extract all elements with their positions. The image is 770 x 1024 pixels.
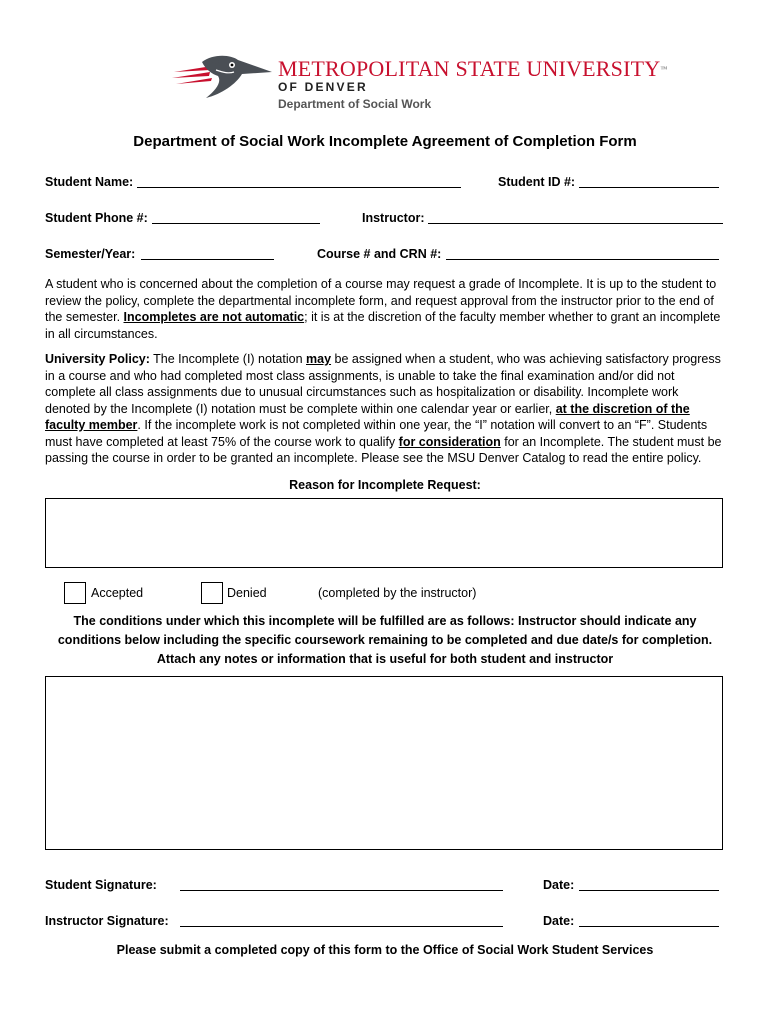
not-automatic-emphasis: Incompletes are not automatic	[123, 310, 305, 324]
instructor-signature-field[interactable]	[180, 926, 503, 927]
reason-heading: Reason for Incomplete Request:	[289, 478, 481, 492]
accepted-label: Accepted	[91, 586, 144, 600]
student-date-label: Date:	[543, 878, 575, 892]
form-title: Department of Social Work Incomplete Agreement of Completion Form	[133, 133, 637, 150]
instructor-date-field[interactable]	[579, 926, 719, 927]
reason-textbox[interactable]	[45, 498, 723, 568]
intro-paragraph: A student who is concerned about the completion of a course may request a grade of Incomplete. It is up to the student to review the policy, complete the departmental incomplete form, and request approval from the instructor prior to the end of the semester. Incompletes are not automatic; it is at the discretion of the faculty member whether to grant an incomplete in all circumstances.	[45, 277, 721, 341]
discretion-emphasis: at the discretion of the faculty member	[45, 401, 690, 432]
student-date-field[interactable]	[579, 890, 719, 891]
conditions-line-2: conditions below including the specific coursework remaining to be completed and due date/s for completion.	[57, 633, 713, 647]
course-crn-label: Course # and CRN #:	[317, 247, 442, 261]
instructor-date-label: Date:	[543, 914, 575, 928]
conditions-line-3: Attach any notes or information that is useful for both student and instructor	[156, 652, 614, 666]
instructor-field[interactable]	[428, 223, 723, 224]
instructor-note: (completed by the instructor)	[318, 586, 477, 600]
student-signature-label: Student Signature:	[45, 878, 157, 892]
conditions-textbox[interactable]	[45, 676, 723, 850]
university-location: OF DENVER	[278, 80, 368, 94]
student-phone-field[interactable]	[152, 223, 320, 224]
instructor-signature-label: Instructor Signature:	[45, 914, 169, 928]
semester-year-label: Semester/Year:	[45, 247, 136, 261]
course-crn-field[interactable]	[446, 259, 719, 260]
conditions-line-1: The conditions under which this incomplete will be fulfilled are as follows: Instructor should indicate any	[73, 614, 697, 628]
student-name-label: Student Name:	[45, 175, 134, 189]
accepted-checkbox[interactable]	[64, 582, 86, 604]
student-signature-field[interactable]	[180, 890, 503, 891]
student-id-field[interactable]	[579, 187, 719, 188]
roadrunner-logo-icon	[172, 50, 276, 104]
student-name-field[interactable]	[137, 187, 461, 188]
policy-label: University Policy:	[45, 352, 150, 366]
denied-label: Denied	[227, 586, 267, 600]
university-name: METROPOLITAN STATE UNIVERSITY™	[278, 56, 668, 81]
instructor-label: Instructor:	[362, 211, 425, 225]
student-id-label: Student ID #:	[498, 175, 576, 189]
policy-paragraph: University Policy: The Incomplete (I) notation may be assigned when a student, who was achieving satisfactory progress in a course and who had completed most class assignments, is unable to take the final examination and/or did not complete all class assignments due to unusual circumstances such as hospitalization or disability. Incomplete work denoted by the Incomplete (I) notation must be complete within one calendar year or earlier, at the discretion of the faculty member. If the incomplete work is not completed within one year, the “I” notation will convert to an “F”. Students must have completed at least 75% of the course work to qualify for consideration for an Incomplete. The student must be passing the course in order to be granted an incomplete. Please see the MSU Denver Catalog to read the entire policy.	[45, 352, 722, 465]
denied-checkbox[interactable]	[201, 582, 223, 604]
semester-year-field[interactable]	[141, 259, 274, 260]
submission-footer: Please submit a completed copy of this form to the Office of Social Work Student Services	[116, 943, 654, 957]
student-phone-label: Student Phone #:	[45, 211, 148, 225]
trademark-mark: ™	[660, 65, 668, 73]
header-department: Department of Social Work	[278, 97, 432, 111]
